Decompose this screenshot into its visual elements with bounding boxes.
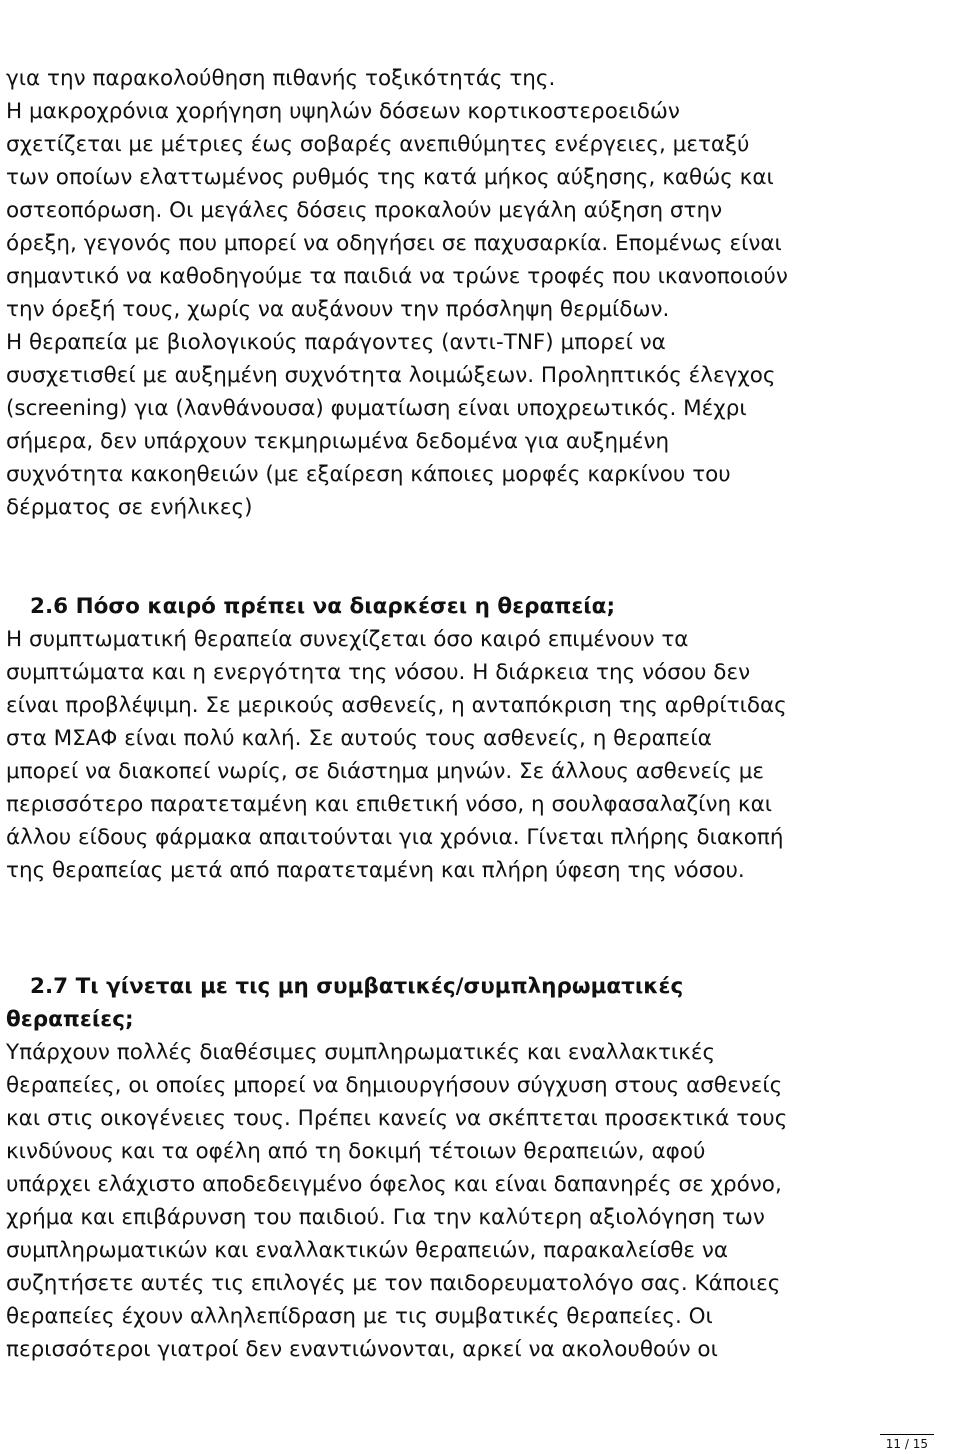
- intro-paragraph: [6, 62, 956, 524]
- text-line: της θεραπείας μετά από παρατεταμένη και πλήρη ύφεση της νόσου.: [6, 858, 745, 883]
- text-line: σημαντικό να καθοδηγούμε τα παιδιά να τρώνε τροφές που ικανοποιούν: [6, 264, 788, 289]
- text-line: μπορεί να διακοπεί νωρίς, σε διάστημα μηνών. Σε άλλους ασθενείς με: [6, 759, 765, 784]
- text-line: συσχετισθεί με αυξημένη συχνότητα λοιμώξεων. Προληπτικός έλεγχος: [6, 363, 776, 388]
- text-line: θεραπείες, οι οποίες μπορεί να δημιουργήσουν σύγχυση στους ασθενείς: [6, 1073, 783, 1098]
- text-line: και στις οικογένειες τους. Πρέπει κανείς να σκέπτεται προσεκτικά τους: [6, 1106, 788, 1131]
- text-line: περισσότερο παρατεταμένη και επιθετική νόσο, η σουλφασαλαζίνη και: [6, 792, 773, 817]
- text-line: σήμερα, δεν υπάρχουν τεκμηριωμένα δεδομένα για αυξημένη: [6, 429, 670, 454]
- text-line: δέρματος σε ενήλικες): [6, 495, 253, 520]
- text-line: Υπάρχουν πολλές διαθέσιμες συμπληρωματικές και εναλλακτικές: [6, 1040, 716, 1065]
- page-number: 11 / 15: [885, 1437, 928, 1451]
- text-line: συχνότητα κακοηθειών (με εξαίρεση κάποιες μορφές καρκίνου του: [6, 462, 731, 487]
- text-line: Η θεραπεία με βιολογικούς παράγοντες (αντι-TNF) μπορεί να: [6, 330, 666, 355]
- text-line: συζητήσετε αυτές τις επιλογές με τον παιδορευματολόγο σας. Κάποιες: [6, 1271, 781, 1296]
- text-line: για την παρακολούθηση πιθανής τοξικότητάς της.: [6, 66, 556, 91]
- text-line: άλλου είδους φάρμακα απαιτούνται για χρόνια. Γίνεται πλήρης διακοπή: [6, 825, 784, 850]
- text-line: συμπτώματα και η ενεργότητα της νόσου. Η διάρκεια της νόσου δεν: [6, 660, 751, 685]
- section-heading-2-6: [6, 590, 956, 623]
- text-line: περισσότεροι γιατροί δεν εναντιώνονται, αρκεί να ακολουθούν οι: [6, 1337, 718, 1362]
- section-heading-text: 2.7 Τι γίνεται με τις μη συμβατικές/συμπληρωματικές: [30, 974, 684, 999]
- text-line: Η μακροχρόνια χορήγηση υψηλών δόσεων κορτικοστεροειδών: [6, 99, 680, 124]
- text-line: Η συμπτωματική θεραπεία συνεχίζεται όσο καιρό επιμένουν τα: [6, 627, 689, 652]
- text-line: υπάρχει ελάχιστο αποδεδειγμένο όφελος και είναι δαπανηρές σε χρόνο,: [6, 1172, 782, 1197]
- section-2-6-paragraph: [6, 623, 956, 887]
- text-line: κινδύνους και τα οφέλη από τη δοκιμή τέτοιων θεραπειών, αφού: [6, 1139, 706, 1164]
- footer-divider: [880, 1434, 934, 1435]
- section-heading-text: 2.6 Πόσο καιρό πρέπει να διαρκέσει η θεραπεία;: [30, 594, 616, 619]
- text-line: συμπληρωματικών και εναλλακτικών θεραπειών, παρακαλείσθε να: [6, 1238, 729, 1263]
- section-spacer: [6, 524, 956, 590]
- text-line: την όρεξή τους, χωρίς να αυξάνουν την πρόσληψη θερμίδων.: [6, 297, 670, 322]
- text-line: χρήμα και επιβάρυνση του παιδιού. Για την καλύτερη αξιολόγηση των: [6, 1205, 765, 1230]
- section-2-7-paragraph: [6, 1036, 956, 1366]
- text-line: όρεξη, γεγονός που μπορεί να οδηγήσει σε παχυσαρκία. Επομένως είναι: [6, 231, 782, 256]
- section-heading-2-7: [6, 970, 956, 1036]
- section-heading-text-cont: θεραπείες;: [6, 1007, 134, 1032]
- text-line: (screening) για (λανθάνουσα) φυματίωση είναι υποχρεωτικός. Μέχρι: [6, 396, 747, 421]
- text-line: στα ΜΣΑΦ είναι πολύ καλή. Σε αυτούς τους ασθενείς, η θεραπεία: [6, 726, 712, 751]
- text-line: των οποίων ελαττωμένος ρυθμός της κατά μήκος αύξησης, καθώς και: [6, 165, 774, 190]
- text-line: είναι προβλέψιμη. Σε μερικούς ασθενείς, η ανταπόκριση της αρθρίτιδας: [6, 693, 787, 718]
- section-spacer: [6, 887, 956, 970]
- text-line: θεραπείες έχουν αλληλεπίδραση με τις συμβατικές θεραπείες. Οι: [6, 1304, 713, 1329]
- text-line: σχετίζεται με μέτριες έως σοβαρές ανεπιθύμητες ενέργειες, μεταξύ: [6, 132, 750, 157]
- text-line: οστεοπόρωση. Οι μεγάλες δόσεις προκαλούν μεγάλη αύξηση στην: [6, 198, 723, 223]
- document-body: [6, 62, 956, 1366]
